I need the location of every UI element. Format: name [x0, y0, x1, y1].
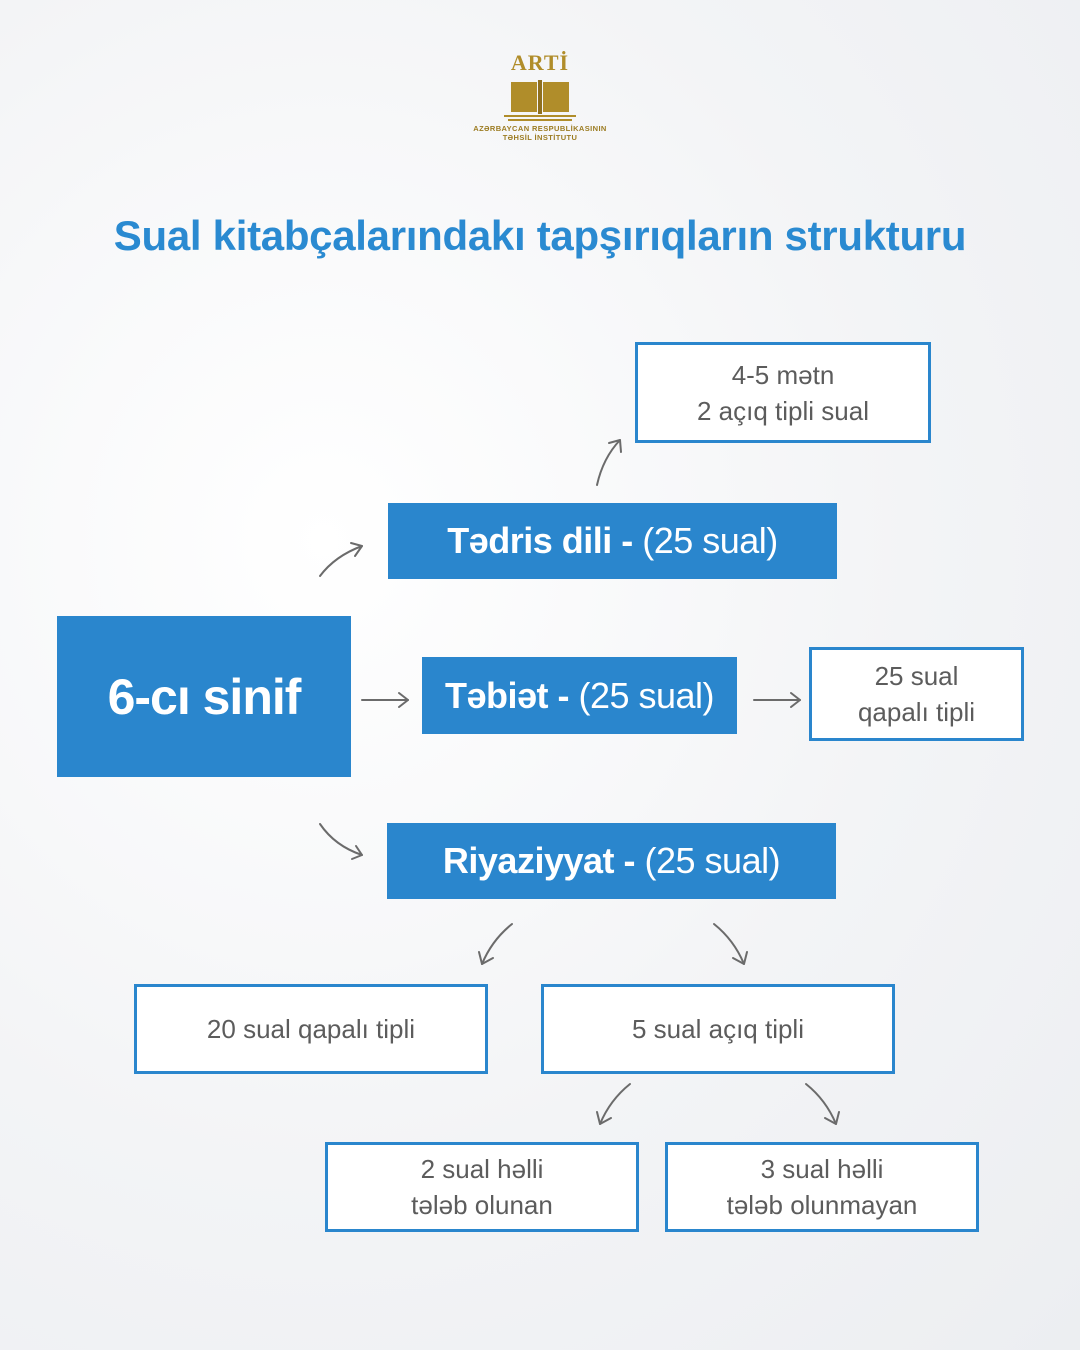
- arrow-root-to-riyaziyyat: [320, 824, 362, 855]
- detail-node-tedris: [635, 342, 931, 443]
- detail-line: 2 açıq tipli sual: [697, 395, 869, 426]
- arrow-open-to-unsolved: [806, 1084, 836, 1124]
- subject-count: (25 sual): [642, 520, 778, 561]
- root-node-grade: [57, 616, 351, 777]
- arrow-tedris-to-detail: [597, 440, 620, 485]
- logo-text-line-2: TƏHSİL İNSTİTUTU: [502, 133, 578, 142]
- detail-line: 3 sual həlli: [760, 1154, 884, 1184]
- detail-node-open-solved: [325, 1142, 639, 1232]
- detail-node-riyaziyyat-closed: [134, 984, 488, 1074]
- logo-wordmark: ARTİ: [510, 50, 570, 75]
- subject-separator: -: [547, 674, 579, 716]
- subject-name: Təbiət: [444, 674, 548, 716]
- detail-line: 25 sual: [874, 661, 959, 691]
- arrow-open-to-solved: [600, 1084, 630, 1124]
- subject-node-tebiet: [422, 657, 737, 734]
- detail-line: 20 sual qapalı tipli: [206, 1014, 416, 1044]
- logo-text-line-1: AZƏRBAYCAN RESPUBLİKASININ: [473, 124, 607, 133]
- detail-line: 5 sual açıq tipli: [632, 1014, 804, 1044]
- subject-count: (25 sual): [578, 674, 715, 716]
- subject-separator: -: [614, 840, 645, 881]
- detail-node-riyaziyyat-open: [541, 984, 895, 1074]
- arrow-riyaziyyat-to-closed: [482, 924, 512, 964]
- detail-line: 2 sual həlli: [420, 1154, 544, 1184]
- page-title: Sual kitabçalarındakı tapşırıqların strukturu: [113, 212, 967, 259]
- subject-separator: -: [611, 520, 643, 561]
- subject-node-riyaziyyat: [387, 823, 836, 899]
- arrow-root-to-tedris: [320, 546, 362, 576]
- detail-line: qapalı tipli: [857, 697, 976, 727]
- subject-name: Tədris dili: [447, 520, 612, 561]
- arrow-riyaziyyat-to-open: [714, 924, 744, 964]
- root-label: 6-cı sinif: [107, 668, 301, 725]
- detail-line: 4-5 mətn: [731, 359, 835, 390]
- detail-line: tələb olunan: [411, 1190, 553, 1220]
- detail-line: tələb olunmayan: [726, 1190, 918, 1220]
- subject-name: Riyaziyyat: [442, 840, 615, 881]
- detail-node-tebiet: [809, 647, 1024, 741]
- subject-node-tedris-dili: [388, 503, 837, 579]
- detail-node-open-unsolved: [665, 1142, 979, 1232]
- subject-count: (25 sual): [644, 840, 781, 881]
